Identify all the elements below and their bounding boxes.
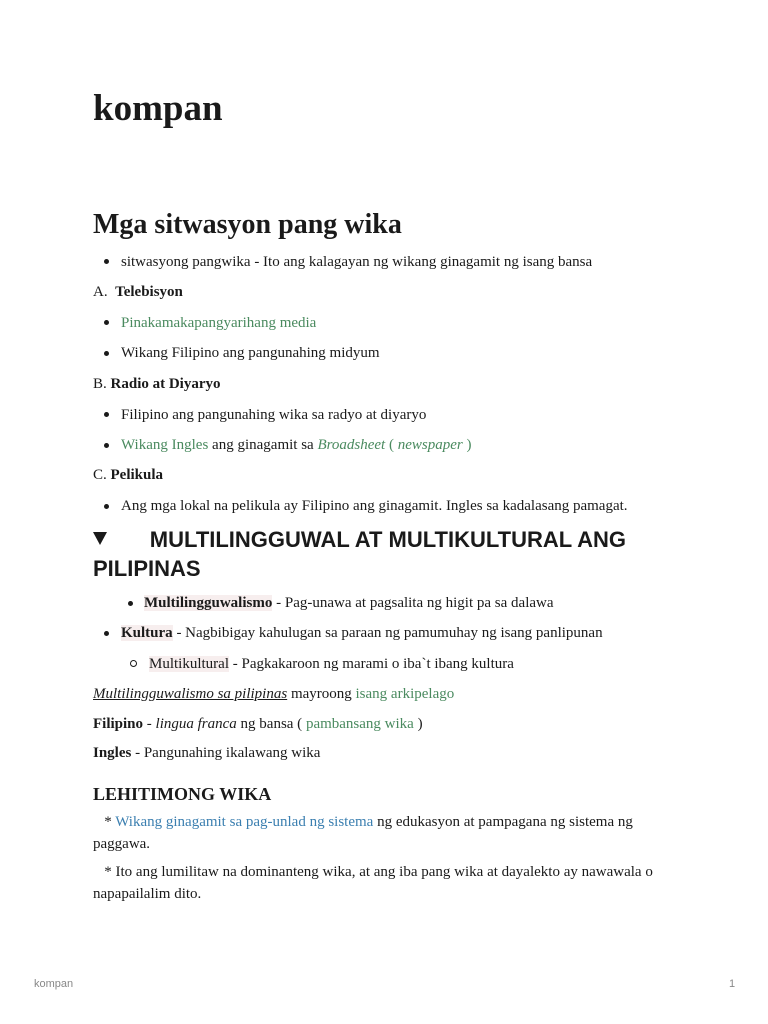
section-a-marker: A. (93, 284, 108, 300)
lehitimong-wika-heading: LEHITIMONG WIKA (93, 784, 272, 804)
bullet-dot (104, 631, 109, 636)
multi-item-1 (144, 592, 554, 614)
ingles-term: Ingles (93, 745, 132, 761)
paren-open: ( (385, 437, 398, 453)
bullet-dot (104, 504, 109, 509)
bullet-dot (104, 259, 109, 264)
bullet-dot (104, 320, 109, 325)
section-b-item-2-text: ang ginagamit sa (208, 437, 318, 453)
multikultural-term: Multikultural (149, 656, 229, 672)
broadsheet-text: Broadsheet (317, 437, 386, 453)
newspaper-text: newspaper (397, 437, 463, 453)
lehitimong-p1-line-2: paggawa. (93, 836, 151, 852)
paren-close: ) (462, 437, 472, 453)
section-c-label: Pelikula (110, 467, 164, 483)
multilingguwalismo-term: Multilingguwalismo (144, 595, 273, 611)
lehitimong-paragraph-1 (93, 811, 683, 855)
section-b-item-1: Filipino ang pangunahing wika sa radyo at diyaryo (121, 407, 427, 423)
lingua-franca-text: lingua franca (155, 716, 237, 732)
section-b-heading (93, 373, 221, 395)
l2-end: ) (413, 716, 423, 732)
p1-star: * (104, 814, 116, 830)
lehitimong-p2-line-1 (93, 861, 683, 883)
toggle-heading[interactable] (93, 526, 626, 554)
wikang-ingles-link: Wikang Ingles (121, 437, 209, 453)
arkipelago-text: isang arkipelago (355, 686, 455, 702)
section-heading: Mga sitwasyon pang wika (93, 209, 402, 240)
section-a-item-1: Pinakamakapangyarihang media (121, 315, 317, 331)
ingles-def: - Pangunahing ikalawang wika (131, 745, 321, 761)
p1-rest-a: ng edukasyon at pampagana ng sistema ng (373, 814, 633, 830)
bullet-dot (104, 351, 109, 356)
bullet-dot (104, 443, 109, 448)
multilingguwalismo-def: - Pag-unawa at pagsalita ng higit pa sa dalawa (272, 595, 554, 611)
section-b-item-2 (121, 434, 471, 456)
l2-mid: ng bansa ( (236, 716, 306, 732)
section-b-marker: B. (93, 376, 107, 392)
section-a-item-2: Wikang Filipino ang pangunahing midyum (121, 345, 380, 361)
section-b-label: Radio at Diyaryo (110, 376, 221, 392)
l2-dash: - (143, 716, 156, 732)
l1-mid: mayroong (287, 686, 356, 702)
bullet-dot (128, 601, 133, 606)
section-c-marker: C. (93, 467, 107, 483)
document-title: kompan (93, 88, 223, 129)
multi-item-2 (121, 622, 603, 644)
lehitimong-p1-line-1 (93, 811, 683, 833)
sub-bullet-circle (130, 660, 137, 667)
toggle-heading-line-2: PILIPINAS (93, 556, 201, 581)
intro-bullet-text: sitwasyong pangwika - Ito ang kalagayan ng wikang ginagamit ng isang bansa (121, 254, 593, 270)
multilingguwalismo-link[interactable]: Multilingguwalismo sa pilipinas (93, 686, 288, 702)
wikang-ginagamit-link: Wikang ginagamit sa pag-unlad ng sistema (115, 814, 374, 830)
section-a-heading (93, 281, 183, 303)
filipino-term: Filipino (93, 716, 144, 732)
toggle-triangle-icon[interactable] (93, 532, 107, 545)
bullet-dot (104, 412, 109, 417)
kultura-def: - Nagbibigay kahulugan sa paraan ng pamumuhay ng isang panlipunan (172, 625, 603, 641)
line-ingles (93, 742, 320, 764)
section-c-heading (93, 464, 163, 486)
toggle-heading-line-1: MULTILINGGUWAL AT MULTIKULTURAL ANG (149, 527, 626, 552)
section-c-item: Ang mga lokal na pelikula ay Filipino ang ginagamit. Ingles sa kadalasang pamagat. (121, 498, 628, 514)
multi-item-3 (149, 653, 514, 675)
kultura-term: Kultura (121, 625, 173, 641)
lehitimong-paragraph-2 (93, 861, 683, 905)
footer-title: kompan (34, 978, 74, 990)
multikultural-def: - Pagkakaroon ng marami o iba`t ibang kultura (229, 656, 514, 672)
line-filipino (93, 713, 423, 735)
section-a-label: Telebisyon (115, 284, 183, 300)
lehitimong-p2-line-2: napapailalim dito. (93, 886, 202, 902)
footer-page-number: 1 (729, 978, 736, 990)
p2-a: * Ito ang lumilitaw na dominanteng wika, at ang iba pang wika at dayalekto ay nawawala o (104, 864, 653, 880)
pambansang-wika-text: pambansang wika (305, 716, 414, 732)
line-multilingguwalismo-sa-pilipinas (93, 683, 454, 705)
